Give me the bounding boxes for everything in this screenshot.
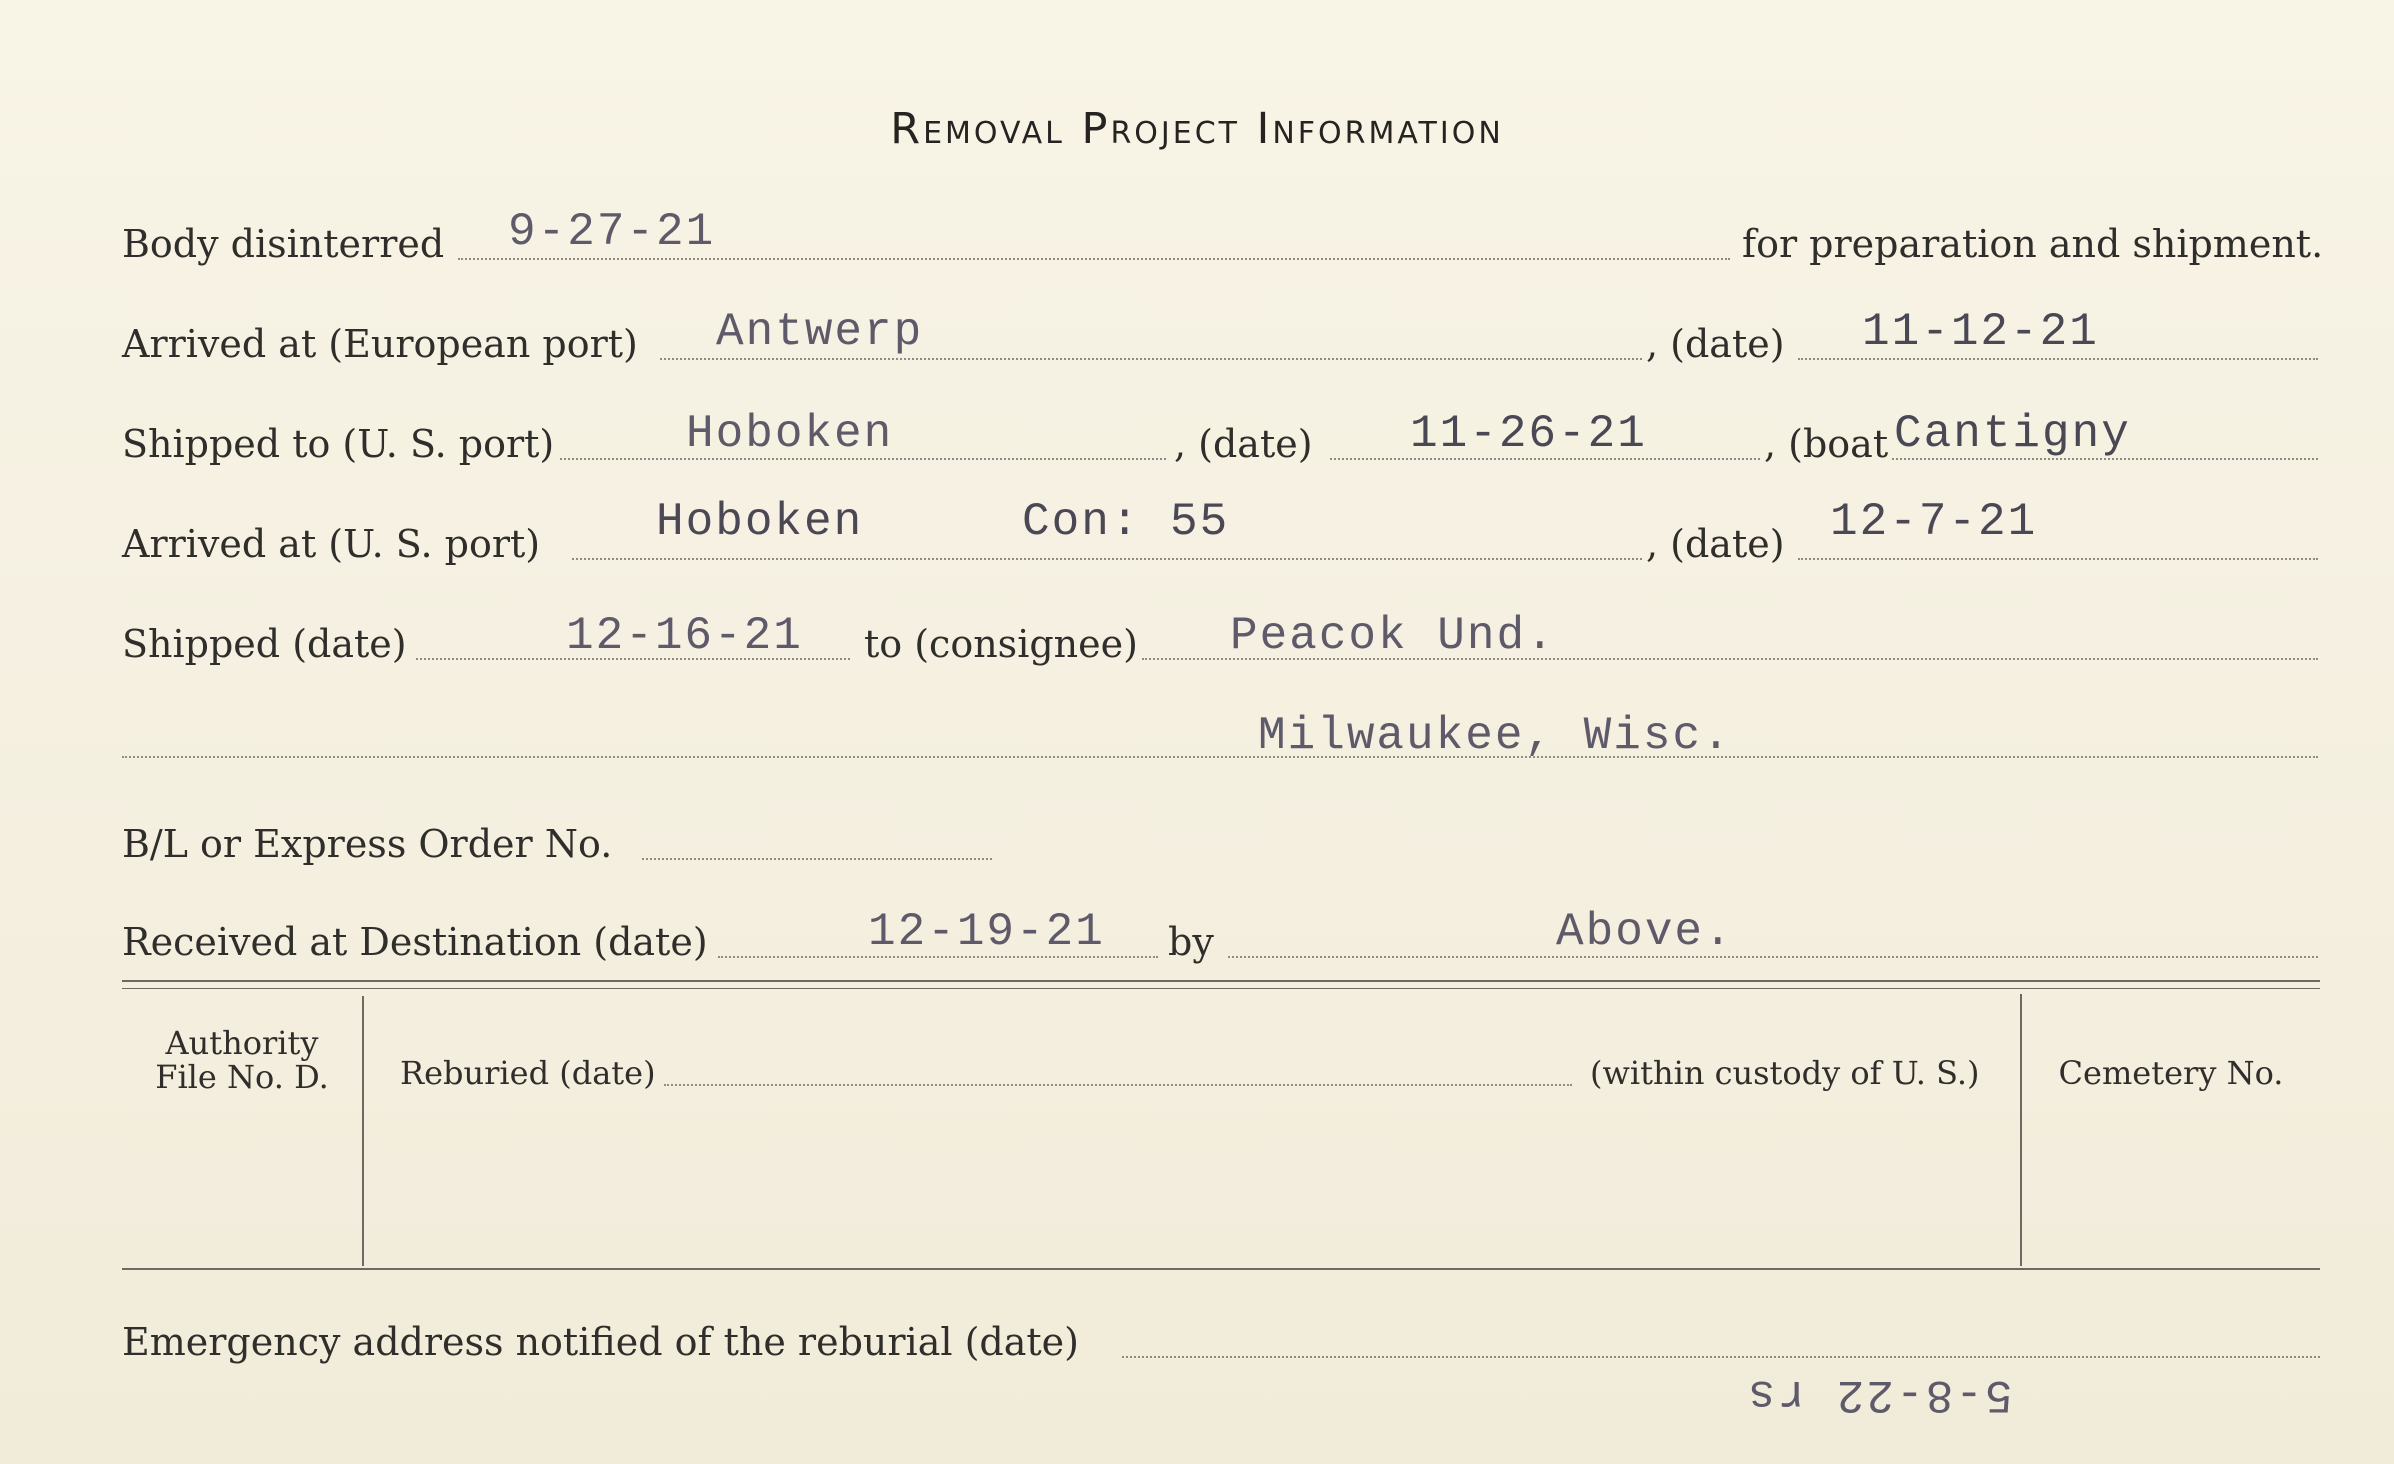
reburied-line: [664, 1084, 1572, 1086]
received-by-label: by: [1168, 920, 1214, 964]
arrived-europe-date-label: , (date): [1646, 322, 1785, 366]
consignee-city: Milwaukee, Wisc.: [1258, 710, 1732, 762]
reburied-label: Reburied (date): [400, 1054, 656, 1092]
authority-label-1: Authority: [165, 1024, 319, 1062]
cemetery-label: Cemetery No.: [2058, 1054, 2284, 1092]
arrived-europe-label: Arrived at (European port): [122, 322, 638, 366]
shipped-us-boat-label: , (boat: [1764, 422, 1889, 466]
disinterred-suffix: for preparation and shipment.: [1742, 222, 2324, 266]
arrived-us-con: Con: 55: [1022, 496, 1230, 548]
table-divider-right: [2020, 994, 2022, 1266]
received-by: Above.: [1556, 906, 1734, 958]
received-by-line: [1228, 956, 2318, 958]
received-label: Received at Destination (date): [122, 920, 708, 964]
table-top-rule: [122, 980, 2320, 982]
emergency-line: [1122, 1356, 2320, 1358]
arrived-europe-date: 11-12-21: [1862, 306, 2099, 358]
emergency-label: Emergency address notified of the reburial (date): [122, 1320, 1079, 1364]
consignee-name: Peacok Und.: [1230, 610, 1556, 662]
shipped-date-label: Shipped (date): [122, 622, 407, 666]
bl-line: [642, 858, 992, 860]
emergency-date: 5-8-22 rs: [1746, 1368, 2013, 1420]
arrived-us-label: Arrived at (U. S. port): [122, 522, 541, 566]
authority-label-2: File No. D.: [155, 1058, 329, 1096]
shipped-us-boat: Cantigny: [1894, 408, 2131, 460]
arrived-us-date-line: [1798, 558, 2318, 560]
bl-label: B/L or Express Order No.: [122, 822, 613, 866]
shipped-us-date: 11-26-21: [1410, 408, 1647, 460]
shipped-date: 12-16-21: [566, 610, 803, 662]
arrived-us-port: Hoboken: [656, 496, 864, 548]
consignee-city-line: [122, 756, 2318, 758]
arrived-us-date: 12-7-21: [1830, 496, 2038, 548]
arrived-europe-line: [660, 358, 1642, 360]
custody-label: (within custody of U. S.): [1590, 1054, 1980, 1092]
shipped-us-port: Hoboken: [686, 408, 894, 460]
arrived-us-date-label: , (date): [1646, 522, 1785, 566]
disinterred-line: [458, 258, 1730, 260]
disinterred-label: Body disinterred: [122, 222, 445, 266]
arrived-europe-port: Antwerp: [716, 306, 924, 358]
page-title: Removal Project Information: [890, 104, 1504, 154]
table-bottom-rule: [122, 1268, 2320, 1270]
consignee-label: to (consignee): [864, 622, 1138, 666]
arrived-us-line: [572, 558, 1642, 560]
received-date: 12-19-21: [868, 906, 1105, 958]
table-top-rule-inner: [122, 988, 2320, 989]
shipped-us-date-label: , (date): [1174, 422, 1313, 466]
table-divider-left: [362, 996, 364, 1266]
shipped-us-label: Shipped to (U. S. port): [122, 422, 555, 466]
disinterred-date: 9-27-21: [508, 206, 716, 258]
arrived-europe-date-line: [1798, 358, 2318, 360]
